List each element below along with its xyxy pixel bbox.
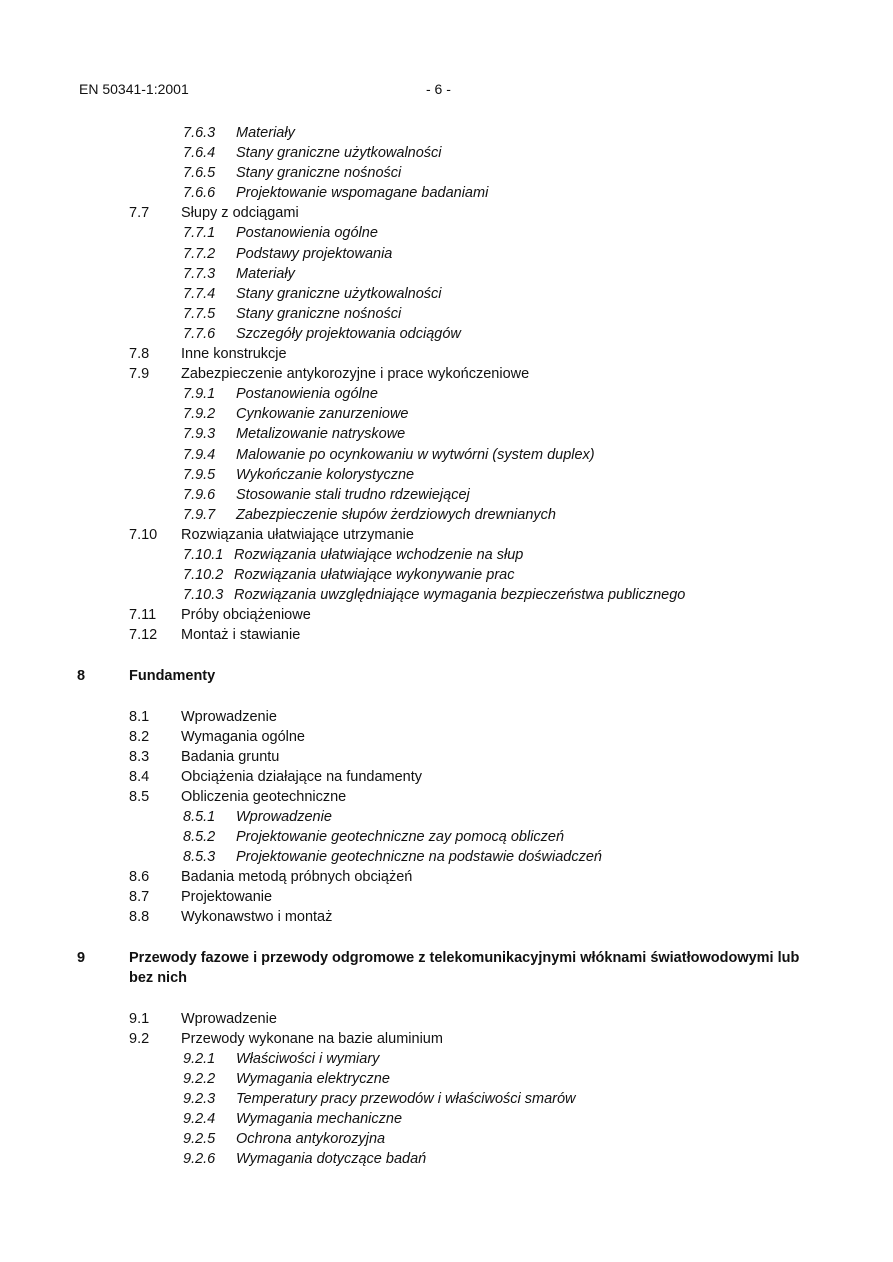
toc-subentry[interactable] bbox=[0, 183, 893, 203]
entry-title: Zabezpieczenie antykorozyjne i prace wykończeniowe bbox=[181, 366, 530, 383]
entry-title: Badania metodą próbnych obciążeń bbox=[181, 869, 413, 886]
toc-subentry[interactable] bbox=[0, 847, 893, 867]
toc-subentry[interactable] bbox=[0, 143, 893, 163]
toc-subentry[interactable] bbox=[0, 424, 893, 444]
toc-subentry[interactable] bbox=[0, 485, 893, 505]
toc-subentry[interactable] bbox=[0, 123, 893, 143]
toc-subentry[interactable] bbox=[0, 1109, 893, 1129]
entry-title: Projektowanie geotechniczne na podstawie doświadczeń bbox=[236, 849, 602, 866]
entry-title: Wprowadzenie bbox=[181, 1010, 277, 1027]
toc-chapter-9[interactable] bbox=[0, 948, 893, 988]
entry-number: 7.6.5 bbox=[183, 165, 216, 182]
entry-title: Projektowanie bbox=[181, 889, 273, 906]
toc-entry[interactable] bbox=[0, 203, 893, 223]
entry-number: 8.8 bbox=[129, 909, 150, 926]
entry-number: 7.7.5 bbox=[183, 305, 216, 322]
toc-subentry[interactable] bbox=[0, 1089, 893, 1109]
entry-number: 8.5.1 bbox=[183, 809, 216, 825]
entry-number: 8.1 bbox=[129, 708, 150, 725]
entry-title: Obliczenia geotechniczne bbox=[181, 788, 347, 805]
entry-title: Inne konstrukcje bbox=[181, 346, 287, 363]
document-id: EN 50341-1:2001 bbox=[79, 81, 189, 97]
entry-title: Przewody wykonane na bazie aluminium bbox=[181, 1030, 443, 1047]
entry-title: Postanowienia ogólne bbox=[236, 225, 378, 242]
entry-number: 7.10.3 bbox=[183, 587, 224, 604]
entry-number: 8.3 bbox=[129, 748, 150, 765]
entry-title: Wprowadzenie bbox=[181, 708, 277, 725]
toc-entry[interactable] bbox=[0, 907, 893, 927]
toc-subentry[interactable] bbox=[0, 244, 893, 264]
entry-title: Materiały bbox=[236, 125, 295, 141]
toc-subentry[interactable] bbox=[0, 324, 893, 344]
entry-title: Wykonawstwo i montaż bbox=[181, 909, 333, 926]
entry-number: 7.7.6 bbox=[183, 325, 216, 342]
entry-number: 7.9 bbox=[129, 366, 150, 383]
toc-entry[interactable] bbox=[0, 605, 893, 625]
toc-subentry[interactable] bbox=[0, 445, 893, 465]
entry-number: 7.10.1 bbox=[183, 546, 224, 563]
toc-subentry[interactable] bbox=[0, 545, 893, 565]
entry-number: 9.2.3 bbox=[183, 1091, 216, 1108]
entry-title: Stany graniczne nośności bbox=[236, 305, 402, 322]
page-number: - 6 - bbox=[426, 81, 451, 97]
entry-number: 7.9.3 bbox=[183, 426, 216, 443]
entry-number: 7.9.1 bbox=[183, 386, 216, 403]
entry-title: Obciążenia działające na fundamenty bbox=[181, 768, 423, 785]
toc-entry[interactable] bbox=[0, 887, 893, 907]
entry-number: 7.7.4 bbox=[183, 285, 216, 302]
entry-title: Rozwiązania ułatwiające wchodzenie na słup bbox=[234, 546, 524, 563]
toc-subentry[interactable] bbox=[0, 404, 893, 424]
toc-subentry[interactable] bbox=[0, 304, 893, 324]
chapter-title: Przewody fazowe i przewody odgromowe z telekomunikacyjnymi włóknami światłowodowymi lub bez nich bbox=[129, 950, 800, 987]
entry-number: 7.6.4 bbox=[183, 145, 216, 162]
toc-section-8 bbox=[0, 707, 893, 928]
entry-number: 9.2.4 bbox=[183, 1111, 216, 1128]
toc-entry[interactable] bbox=[0, 727, 893, 747]
entry-title: Wprowadzenie bbox=[236, 809, 332, 825]
toc-subentry[interactable] bbox=[0, 827, 893, 847]
entry-title: Rozwiązania uwzględniające wymagania bezpieczeństwa publicznego bbox=[234, 587, 686, 604]
entry-number: 7.7.1 bbox=[183, 225, 216, 242]
entry-number: 9.2.5 bbox=[183, 1131, 216, 1148]
entry-title: Projektowanie geotechniczne zay pomocą obliczeń bbox=[236, 829, 565, 846]
entry-number: 7.9.6 bbox=[183, 486, 216, 503]
entry-number: 7.6.3 bbox=[183, 125, 216, 141]
toc-entry[interactable] bbox=[0, 625, 893, 645]
toc-subentry[interactable] bbox=[0, 223, 893, 243]
toc-section-7-continued bbox=[0, 123, 893, 645]
entry-title: Zabezpieczenie słupów żerdziowych drewnianych bbox=[236, 506, 556, 523]
entry-title: Wymagania elektryczne bbox=[236, 1071, 390, 1088]
entry-number: 8.2 bbox=[129, 728, 150, 745]
entry-title: Wymagania ogólne bbox=[181, 728, 306, 745]
entry-number: 8.7 bbox=[129, 889, 150, 906]
toc-subentry[interactable] bbox=[0, 565, 893, 585]
toc-entry[interactable] bbox=[0, 707, 893, 727]
chapter-number: 8 bbox=[77, 667, 86, 684]
entry-number: 8.5.3 bbox=[183, 849, 216, 866]
page-header bbox=[0, 81, 893, 101]
toc-subentry[interactable] bbox=[0, 585, 893, 605]
entry-title: Rozwiązania ułatwiające wykonywanie prac bbox=[234, 567, 515, 584]
entry-title: Metalizowanie natryskowe bbox=[236, 426, 406, 443]
toc-entry[interactable] bbox=[0, 867, 893, 887]
toc-subentry[interactable] bbox=[0, 465, 893, 485]
entry-number: 7.9.7 bbox=[183, 506, 216, 523]
toc-subentry[interactable] bbox=[0, 1049, 893, 1069]
chapter-number: 9 bbox=[77, 950, 86, 967]
entry-number: 7.10 bbox=[129, 526, 158, 543]
entry-title: Wymagania mechaniczne bbox=[236, 1111, 403, 1128]
entry-number: 7.12 bbox=[129, 627, 158, 644]
entry-number: 7.8 bbox=[129, 346, 150, 363]
entry-title: Właściwości i wymiary bbox=[236, 1050, 380, 1067]
entry-number: 7.9.5 bbox=[183, 466, 216, 483]
entry-number: 9.2 bbox=[129, 1030, 150, 1047]
entry-number: 7.7.2 bbox=[183, 245, 216, 262]
entry-title: Próby obciążeniowe bbox=[181, 607, 311, 624]
toc-subentry[interactable] bbox=[0, 1069, 893, 1089]
toc-entry[interactable] bbox=[0, 767, 893, 787]
entry-title: Słupy z odciągami bbox=[181, 205, 299, 222]
entry-number: 7.10.2 bbox=[183, 567, 224, 584]
table-of-contents bbox=[0, 123, 893, 1170]
entry-title: Badania gruntu bbox=[181, 748, 280, 765]
toc-entry[interactable] bbox=[0, 344, 893, 364]
entry-title: Malowanie po ocynkowaniu w wytwórni (system duplex) bbox=[236, 446, 595, 463]
toc-entry[interactable] bbox=[0, 787, 893, 807]
entry-number: 7.11 bbox=[129, 607, 157, 624]
entry-title: Projektowanie wspomagane badaniami bbox=[236, 185, 489, 202]
entry-number: 9.2.1 bbox=[183, 1050, 216, 1067]
toc-entry[interactable] bbox=[0, 747, 893, 767]
toc-subentry[interactable] bbox=[0, 384, 893, 404]
entry-title: Cynkowanie zanurzeniowe bbox=[236, 406, 409, 423]
toc-subentry[interactable] bbox=[0, 163, 893, 183]
entry-number: 7.9.2 bbox=[183, 406, 216, 423]
chapter-title: Fundamenty bbox=[129, 667, 216, 684]
entry-number: 8.4 bbox=[129, 768, 150, 785]
toc-subentry[interactable] bbox=[0, 284, 893, 304]
entry-number: 9.1 bbox=[129, 1010, 150, 1027]
entry-title: Stany graniczne użytkowalności bbox=[236, 285, 442, 302]
toc-subentry[interactable] bbox=[0, 807, 893, 827]
entry-number: 8.5 bbox=[129, 788, 150, 805]
entry-number: 7.9.4 bbox=[183, 446, 216, 463]
entry-title: Ochrona antykorozyjna bbox=[236, 1131, 386, 1148]
entry-title: Montaż i stawianie bbox=[181, 627, 301, 644]
entry-title: Podstawy projektowania bbox=[236, 245, 393, 262]
entry-title: Szczegóły projektowania odciągów bbox=[236, 325, 461, 342]
entry-title: Temperatury pracy przewodów i właściwości smarów bbox=[236, 1091, 576, 1108]
toc-entry[interactable] bbox=[0, 1009, 893, 1029]
entry-title: Stosowanie stali trudno rdzewiejącej bbox=[236, 486, 470, 503]
entry-title: Stany graniczne nośności bbox=[236, 165, 402, 182]
entry-title: Stany graniczne użytkowalności bbox=[236, 145, 442, 162]
toc-entry[interactable] bbox=[0, 364, 893, 384]
entry-title: Wymagania dotyczące badań bbox=[236, 1151, 427, 1168]
entry-number: 7.6.6 bbox=[183, 185, 216, 202]
entry-title: Materiały bbox=[236, 265, 295, 282]
entry-title: Wykończanie kolorystyczne bbox=[236, 466, 415, 483]
toc-subentry[interactable] bbox=[0, 1149, 893, 1169]
entry-title: Postanowienia ogólne bbox=[236, 386, 378, 403]
toc-subentry[interactable] bbox=[0, 1129, 893, 1149]
entry-number: 9.2.2 bbox=[183, 1071, 216, 1088]
entry-title: Rozwiązania ułatwiające utrzymanie bbox=[181, 526, 414, 543]
entry-number: 7.7 bbox=[129, 205, 150, 222]
toc-section-9 bbox=[0, 1009, 893, 1170]
toc-subentry[interactable] bbox=[0, 505, 893, 525]
toc-entry[interactable] bbox=[0, 1029, 893, 1049]
entry-number: 7.7.3 bbox=[183, 265, 216, 282]
entry-number: 8.5.2 bbox=[183, 829, 216, 846]
toc-chapter-8[interactable] bbox=[0, 666, 893, 686]
toc-subentry[interactable] bbox=[0, 264, 893, 284]
toc-entry[interactable] bbox=[0, 525, 893, 545]
entry-number: 9.2.6 bbox=[183, 1151, 216, 1168]
entry-number: 8.6 bbox=[129, 869, 150, 886]
